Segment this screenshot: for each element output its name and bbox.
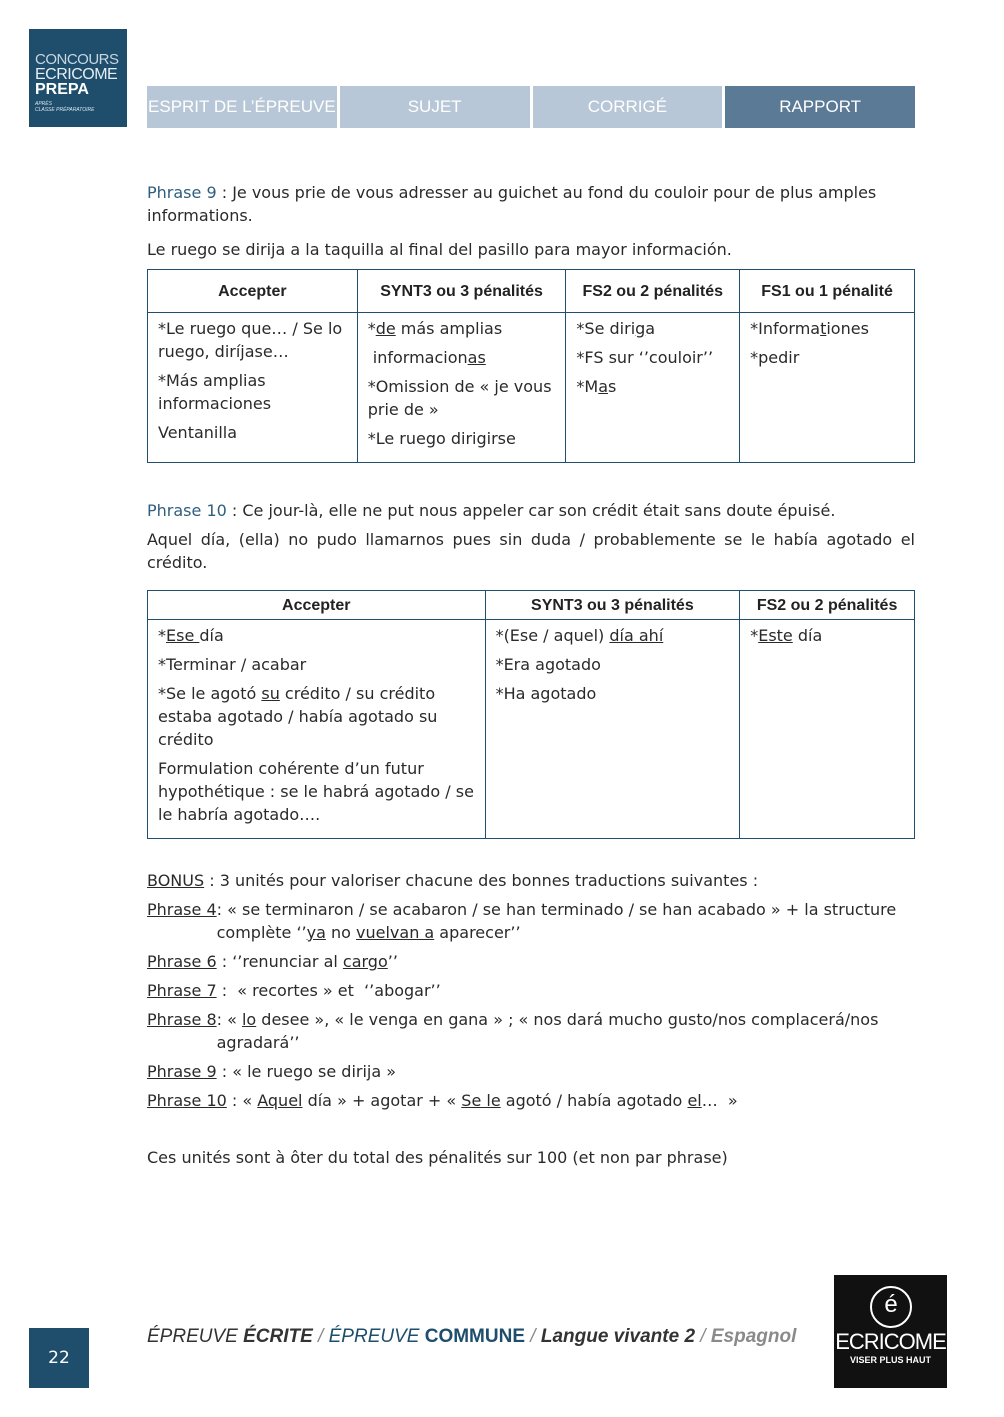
cell-line: *Le ruego dirigirse <box>367 429 516 448</box>
ecricome-logo-name: ECRICOME <box>835 1329 946 1354</box>
logo-line-concours: CONCOURS <box>35 51 119 68</box>
ecricome-e-icon: é <box>870 1286 912 1328</box>
phrase9-fs1-cell <box>740 313 915 463</box>
bonus-phrase-8: Phrase 8 : « lo desee », « le venga en gana » ; « nos dará mucho gusto/nos complacerá/nos agradará’’ <box>147 1010 879 1052</box>
logo-line-prepa: PREPA <box>35 81 89 98</box>
bonus-phrase-9: Phrase 9 : « le ruego se dirija » <box>147 1062 397 1081</box>
phrase10-label: Phrase 10 <box>147 501 227 520</box>
logo-line-apres: APRÈS <box>35 101 52 107</box>
phrase9-source-text: : Je vous prie de vous adresser au guichet au fond du couloir pour de plus amples informations. <box>147 183 877 225</box>
phrase9-fs2-cell <box>566 313 740 463</box>
phrase9-header-synt3: SYNT3 ou 3 pénalités <box>357 270 566 313</box>
phrase9-header-fs1: FS1 ou 1 pénalité <box>740 270 915 313</box>
section-tabs <box>147 86 915 128</box>
page-number: 22 <box>29 1328 89 1388</box>
cell-line: Formulation cohérente d’un futur hypothétique : se le habrá agotado / se le habría agotado…. <box>158 759 474 824</box>
phrase9-source <box>147 181 915 227</box>
ecricome-logo <box>834 1275 947 1388</box>
tab-esprit-epreuve[interactable]: ESPRIT DE L’ÉPREUVE <box>147 86 337 128</box>
cell-line: *Mas <box>576 377 617 396</box>
phrase9-translation: Le ruego se dirija a la taquilla al final del pasillo para mayor información. <box>147 240 732 259</box>
cell-line: informacionas <box>367 348 486 367</box>
phrase9-header-accepter: Accepter <box>148 270 358 313</box>
bonus-label: BONUS <box>147 871 205 890</box>
phrase9-synt3-cell <box>357 313 566 463</box>
cell-line: Ventanilla <box>158 423 238 442</box>
phrase9-accept-cell <box>148 313 358 463</box>
phrase10-translation: Aquel día, (ella) no pudo llamarnos pues sin duda / probablemente se le había agotado el crédito. <box>147 530 915 572</box>
footer-title: ÉPREUVE ÉCRITE / ÉPREUVE COMMUNE / Langue vivante 2 / Espagnol <box>147 1326 797 1347</box>
logo-line-classe: CLASSE PRÉPARATOIRE <box>35 107 95 113</box>
cell-line: *Ese día <box>158 626 224 645</box>
tab-corrige[interactable]: CORRIGÉ <box>533 86 723 128</box>
phrase10-accept-cell <box>148 620 486 839</box>
main-content <box>147 181 915 1169</box>
ecricome-logo-tagline: VISER PLUS HAUT <box>849 1355 931 1365</box>
cell-line: *de más amplias <box>367 319 503 338</box>
tab-sujet[interactable]: SUJET <box>340 86 530 128</box>
logo-line-ecricome: ECRICOME <box>35 66 118 83</box>
cell-line: *(Ese / aquel) día ahí <box>495 626 664 645</box>
cell-line: *Informationes <box>750 319 869 338</box>
cell-line: *Omission de « je vous prie de » <box>367 377 552 419</box>
cell-line: *Más amplias informaciones <box>158 371 272 413</box>
phrase9-table <box>147 269 915 463</box>
cell-line: *Se le agotó su crédito / su crédito estaba agotado / había agotado su crédito <box>158 684 438 749</box>
phrase10-synt3-cell <box>485 620 740 839</box>
bonus-section <box>147 869 915 1169</box>
bonus-note: Ces unités sont à ôter du total des pénalités sur 100 (et non par phrase) <box>147 1148 728 1167</box>
phrase10-fs2-cell <box>740 620 915 839</box>
cell-line: *Este día <box>750 626 823 645</box>
tab-rapport[interactable]: RAPPORT <box>725 86 915 128</box>
bonus-intro: BONUS : 3 unités pour valoriser chacune des bonnes traductions suivantes : <box>147 871 759 890</box>
phrase10-header-fs2: FS2 ou 2 pénalités <box>740 591 915 620</box>
concours-ecricome-prepa-logo <box>29 29 127 127</box>
cell-line: *Era agotado <box>495 655 601 674</box>
phrase9-label: Phrase 9 <box>147 183 217 202</box>
cell-line: *Se diriga <box>576 319 656 338</box>
phrase10-source-text: : Ce jour-là, elle ne put nous appeler car son crédit était sans doute épuisé. <box>226 501 836 520</box>
bonus-phrase-4: Phrase 4 : « se terminaron / se acabaron / se han terminado / se han acabado » + la structure complète ‘’ya no vuelvan a aparecer’’ <box>147 900 897 942</box>
phrase9-header-fs2: FS2 ou 2 pénalités <box>566 270 740 313</box>
phrase10-header-synt3: SYNT3 ou 3 pénalités <box>485 591 740 620</box>
phrase10-table <box>147 590 915 839</box>
bonus-phrase-7: Phrase 7 : « recortes » et ‘’abogar’’ <box>147 981 441 1000</box>
bonus-phrase-6: Phrase 6 : ‘’renunciar al cargo’’ <box>147 952 398 971</box>
phrase10-source <box>147 499 915 522</box>
cell-line: *pedir <box>750 348 800 367</box>
cell-line: *Le ruego que… / Se lo ruego, diríjase… <box>158 319 343 361</box>
cell-line: *Terminar / acabar <box>158 655 307 674</box>
cell-line: *Ha agotado <box>495 684 597 703</box>
cell-line: *FS sur ‘’couloir’’ <box>576 348 714 367</box>
phrase10-header-accepter: Accepter <box>148 591 486 620</box>
bonus-phrase-10: Phrase 10 : « Aquel día » + agotar + « Se le agotó / había agotado el… » <box>147 1091 738 1110</box>
